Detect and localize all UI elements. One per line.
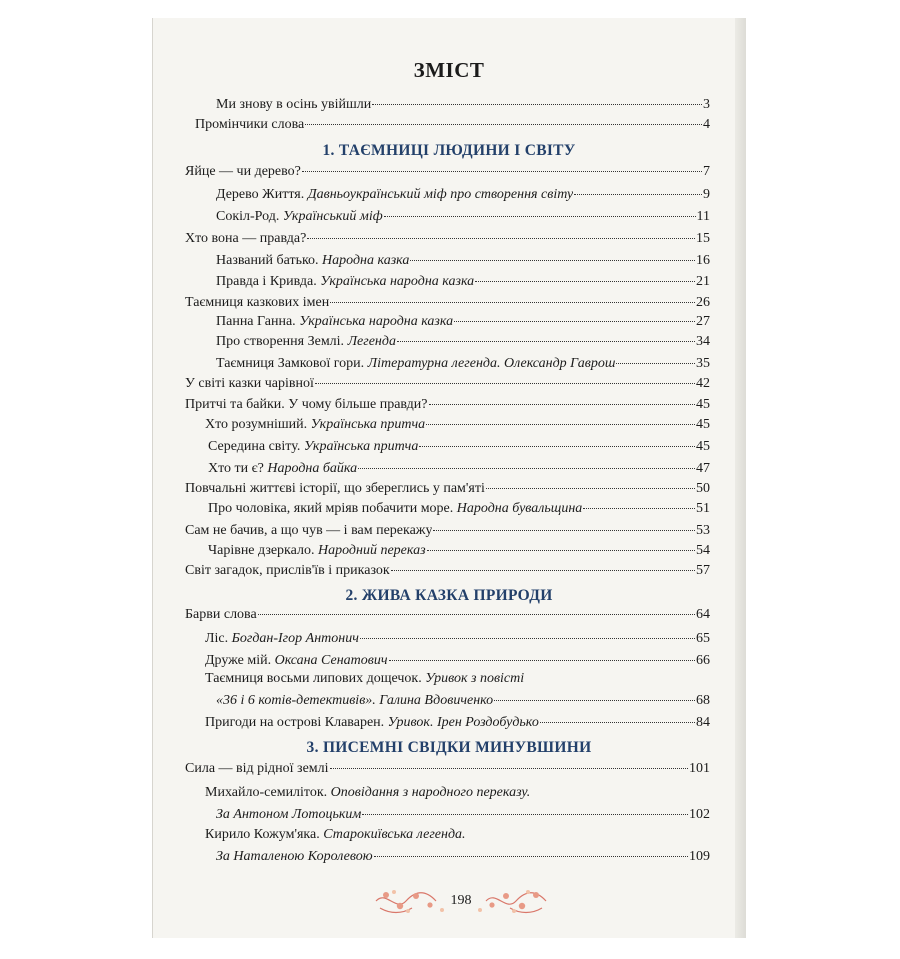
page-number: 35 (696, 356, 710, 371)
page-number: 9 (703, 187, 710, 202)
page-number: 101 (689, 761, 710, 776)
page-number: 109 (689, 849, 710, 864)
toc-entry-line: Михайло-семиліток. Оповідання з народного переказу. (205, 785, 531, 800)
dot-leader (419, 446, 695, 447)
dot-leader (358, 468, 695, 469)
toc-entry (216, 313, 710, 331)
dot-leader (302, 171, 702, 172)
page-number: 65 (696, 631, 710, 646)
entry-title: Хто ти є? Народна байка (208, 461, 358, 476)
entry-title: Хто вона — правда? (185, 231, 307, 246)
page-number: 102 (689, 807, 710, 822)
dot-leader (574, 194, 702, 195)
toc-entry-line: Таємниця восьми липових дощечок. Уривок з повісті (205, 671, 525, 686)
toc-entry (205, 652, 710, 670)
toc-entry (195, 116, 710, 134)
dot-leader (410, 260, 695, 261)
entry-title: Світ загадок, прислів'їв і приказок (185, 563, 390, 578)
dot-leader (305, 124, 702, 125)
entry-title: Таємниця Замкової гори. Літературна легенда. Олександр Гаврош (216, 356, 616, 371)
dot-leader (397, 341, 695, 342)
toc-entry (208, 438, 710, 456)
page-number: 45 (696, 397, 710, 412)
toc-entry (185, 163, 710, 181)
dot-leader (372, 104, 702, 105)
entry-title: Сила — від рідної землі (185, 761, 329, 776)
dot-leader (427, 550, 695, 551)
page-number: 11 (696, 209, 710, 224)
toc-entry (205, 416, 710, 434)
dot-leader (583, 508, 695, 509)
page-number: 47 (696, 461, 710, 476)
page-footer (372, 884, 550, 918)
toc-entry-line: Кирило Кожум'яка. Старокиївська легенда. (205, 827, 466, 842)
toc-entry (185, 294, 710, 312)
entry-title: Ми знову в осінь увійшли (216, 97, 372, 112)
page-number: 3 (703, 97, 710, 112)
toc-entry (216, 806, 710, 824)
toc-entry (208, 542, 710, 560)
entry-title: За Наталеною Королевою (216, 849, 373, 864)
page-number: 54 (696, 543, 710, 558)
page-number: 50 (696, 481, 710, 496)
page-number: 51 (696, 501, 710, 516)
dot-leader (426, 424, 695, 425)
page-number: 45 (696, 417, 710, 432)
section-heading: 3. ПИСЕМНІ СВІДКИ МИНУВШИНИ (306, 739, 592, 756)
page-number: 84 (696, 715, 710, 730)
entry-title: Названий батько. Народна казка (216, 253, 410, 268)
dot-leader (429, 404, 696, 405)
toc-entry (185, 480, 710, 498)
page-number: 16 (696, 253, 710, 268)
dot-leader (360, 638, 695, 639)
toc-entry (216, 848, 710, 866)
entry-title: Панна Ганна. Українська народна казка (216, 314, 454, 329)
toc-entry (208, 460, 710, 478)
dot-leader (616, 363, 695, 364)
entry-title: Дерево Життя. Давньоукраїнський міф про створення світу (216, 187, 574, 202)
dot-leader (494, 700, 695, 701)
page-number: 4 (703, 117, 710, 132)
entry-title: Чарівне дзеркало. Народний переказ (208, 543, 426, 558)
entry-title: Середина світу. Українська притча (208, 439, 419, 454)
dot-leader (315, 383, 695, 384)
toc-entry (185, 606, 710, 624)
toc-entry (208, 500, 710, 518)
page-number: 42 (696, 376, 710, 391)
entry-title: Притчі та байки. У чому більше правди? (185, 397, 428, 412)
entry-title: Ліс. Богдан-Ігор Антонич (205, 631, 359, 646)
entry-title: У світі казки чарівної (185, 376, 314, 391)
entry-title: Промінчики слова (195, 117, 305, 132)
toc-entry (216, 96, 710, 114)
toc-entry (216, 692, 710, 710)
page-number: 57 (696, 563, 710, 578)
dot-leader (362, 814, 688, 815)
page-number: 27 (696, 314, 710, 329)
entry-title: Повчальні життєві історії, що зберeглись у пам'яті (185, 481, 485, 496)
toc-entry (185, 522, 710, 540)
dot-leader (389, 660, 695, 661)
dot-leader (475, 281, 695, 282)
entry-title: Правда і Кривда. Українська народна казка (216, 274, 475, 289)
page-number: 53 (696, 523, 710, 538)
entry-title: Таємниця казкових імен (185, 295, 330, 310)
page-number: 68 (696, 693, 710, 708)
page-number: 64 (696, 607, 710, 622)
page-number: 26 (696, 295, 710, 310)
dot-leader (540, 722, 695, 723)
toc-entry (205, 714, 710, 732)
dot-leader (374, 856, 688, 857)
entry-title: Барви слова (185, 607, 257, 622)
toc-entry (216, 273, 710, 291)
page-number: 34 (696, 334, 710, 349)
dot-leader (433, 530, 695, 531)
page-number: 15 (696, 231, 710, 246)
toc-entry (185, 375, 710, 393)
entry-title: Про створення Землі. Легенда (216, 334, 396, 349)
section-heading: 1. ТАЄМНИЦІ ЛЮДИНИ І СВІТУ (322, 142, 576, 159)
toc-entry (205, 630, 710, 648)
dot-leader (330, 768, 688, 769)
toc-entry (185, 562, 710, 580)
entry-title: Про чоловіка, який мріяв побачити море. Народна бувальщина (208, 501, 583, 516)
toc-entry (216, 333, 710, 351)
toc-entry (185, 230, 710, 248)
dot-leader (258, 614, 695, 615)
toc-entry (216, 252, 710, 270)
toc-entry (185, 396, 710, 414)
toc-entry (216, 186, 710, 204)
dot-leader (486, 488, 695, 489)
entry-title: За Антоном Лотоцьким (216, 807, 362, 822)
entry-title: «36 і 6 котів-детективів». Галина Вдовиченко (216, 693, 494, 708)
page-number: 21 (696, 274, 710, 289)
entry-title: Пригоди на острові Клаварен. Уривок. Ірен Роздобудько (205, 715, 539, 730)
dot-leader (307, 238, 695, 239)
toc-title: ЗМІСТ (413, 58, 485, 82)
footer-page-number: 198 (448, 893, 475, 909)
page-number: 7 (703, 164, 710, 179)
page-number: 66 (696, 653, 710, 668)
dot-leader (454, 321, 695, 322)
entry-title: Друже мій. Оксана Сенатович (205, 653, 388, 668)
entry-title: Сокіл-Род. Український міф (216, 209, 383, 224)
entry-title: Сам не бачив, а що чув — і вам перекажу (185, 523, 433, 538)
toc-entry (216, 208, 710, 226)
toc-entry (216, 355, 710, 373)
dot-leader (391, 570, 695, 571)
toc-entry (185, 760, 710, 778)
section-heading: 2. ЖИВА КАЗКА ПРИРОДИ (345, 587, 553, 604)
dot-leader (384, 216, 696, 217)
entry-title: Яйце — чи дерево? (185, 164, 301, 179)
page-number: 45 (696, 439, 710, 454)
entry-title: Хто розумніший. Українська притча (205, 417, 426, 432)
dot-leader (330, 302, 695, 303)
